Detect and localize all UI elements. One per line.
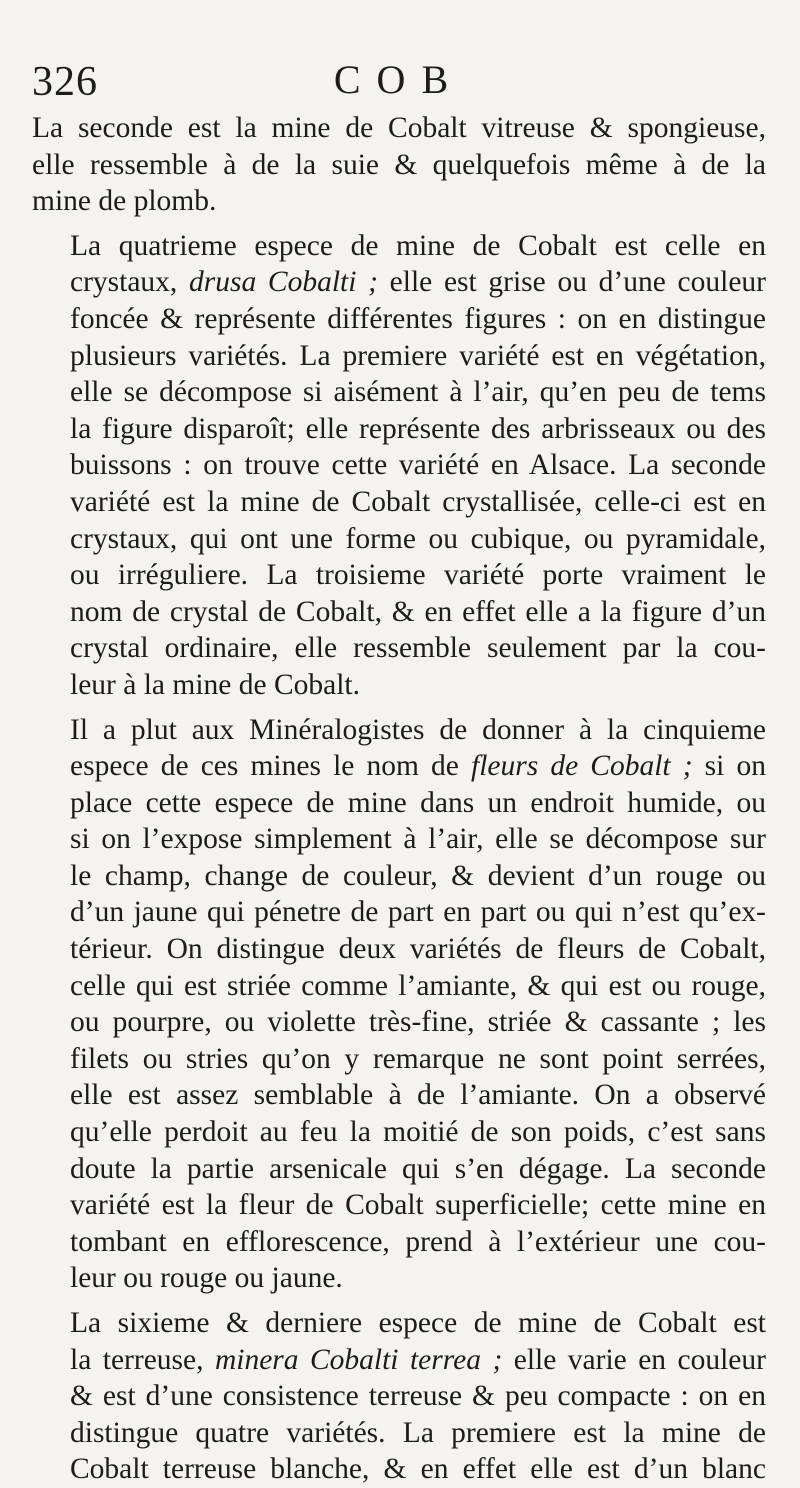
text-line: [32, 1151, 766, 1188]
text-line: [32, 228, 766, 265]
text-segment: elle ressemble à de la suie & quelquefois même à de la: [32, 148, 766, 181]
text-line: [32, 1187, 766, 1224]
text-segment: le champ, change de couleur, & devient d’un rouge ou: [70, 859, 766, 892]
page-number: 326: [32, 59, 98, 105]
body-text: [32, 110, 766, 1488]
text-segment: si on l’expose simplement à l’air, elle se décompose sur: [70, 823, 766, 856]
text-segment: crystaux, qui ont une forme ou cubique, ou pyramidale,: [70, 522, 766, 555]
text-line: [32, 521, 766, 558]
text-segment: Cobalt terreuse blanche, & en effet elle est d’un blanc: [70, 1453, 766, 1486]
text-segment: & est d’une consistence terreuse & peu compacte : on en: [70, 1380, 766, 1413]
text-segment: nom de crystal de Cobalt, & en effet elle a la figure d’un: [70, 595, 766, 628]
text-segment: place cette espece de mine dans un endroit humide, ou: [70, 786, 766, 819]
text-line: [32, 147, 766, 184]
text-segment: d’un jaune qui pénetre de part en part ou qui n’est qu’ex-: [70, 896, 766, 929]
text-segment: la figure disparoît; elle représente des arbrisseaux ou des: [70, 412, 766, 445]
text-line: [32, 858, 766, 895]
text-segment: qu’elle perdoit au feu la moitié de son poids, c’est sans: [70, 1116, 766, 1149]
italic-phrase: minera Cobalti terrea ;: [214, 1343, 503, 1376]
text-line: [32, 1415, 766, 1452]
text-segment: leur à la mine de Cobalt.: [70, 668, 360, 701]
paragraph: [32, 228, 766, 704]
text-line: [32, 968, 766, 1005]
text-line: [32, 1305, 766, 1342]
text-segment: elle est grise ou d’une couleur: [377, 266, 766, 299]
text-segment: variété est la mine de Cobalt crystallisée, celle-ci est en: [70, 485, 766, 518]
page-header: [32, 52, 766, 110]
text-line: [32, 1342, 766, 1379]
italic-phrase: drusa Cobalti ;: [189, 266, 378, 299]
text-line: [32, 411, 766, 448]
paragraph: [32, 712, 766, 1298]
text-segment: buissons : on trouve cette variété en Alsace. La seconde: [70, 449, 766, 482]
text-segment: La quatrieme espece de mine de Cobalt est celle en: [70, 229, 766, 262]
text-line: [32, 821, 766, 858]
text-line: [32, 1114, 766, 1151]
text-segment: crystal ordinaire, elle ressemble seulement par la cou-: [70, 632, 766, 665]
text-segment: espece de ces mines le nom de: [70, 750, 472, 783]
text-line: [32, 712, 766, 749]
text-segment: leur ou rouge ou jaune.: [70, 1262, 343, 1295]
text-segment: doute la partie arsenicale qui s’en dégage. La seconde: [70, 1152, 766, 1185]
text-segment: variété est la fleur de Cobalt superficielle; cette mine en: [70, 1189, 766, 1222]
text-segment: crystaux,: [70, 266, 190, 299]
text-line: [32, 110, 766, 147]
text-segment: plusieurs variétés. La premiere variété est en végétation,: [70, 339, 766, 372]
text-line: [32, 630, 766, 667]
text-segment: la terreuse,: [70, 1343, 215, 1376]
text-line: [32, 1451, 766, 1488]
text-line: [32, 374, 766, 411]
text-segment: si on: [692, 750, 766, 783]
text-line: [32, 338, 766, 375]
text-segment: tombant en efflorescence, prend à l’extérieur une cou-: [70, 1225, 766, 1258]
running-head: COB: [333, 57, 465, 102]
text-line: [32, 301, 766, 338]
text-segment: La sixieme & derniere espece de mine de Cobalt est: [70, 1307, 766, 1339]
text-line: [32, 594, 766, 631]
text-line: [32, 183, 766, 220]
text-segment: filets ou stries qu’on y remarque ne sont point serrées,: [70, 1042, 766, 1075]
text-line: [32, 264, 766, 301]
text-segment: La seconde est la mine de Cobalt vitreuse & spongieuse,: [32, 112, 766, 144]
text-line: [32, 667, 766, 704]
text-segment: térieur. On distingue deux variétés de fleurs de Cobalt,: [70, 933, 766, 966]
paragraph: [32, 1305, 766, 1488]
text-segment: Il a plut aux Minéralogistes de donner à la cinquieme: [70, 713, 766, 746]
text-line: [32, 1077, 766, 1114]
text-line: [32, 484, 766, 521]
text-line: [32, 894, 766, 931]
text-segment: celle qui est striée comme l’amiante, & qui est ou rouge,: [70, 969, 766, 1002]
text-line: [32, 1004, 766, 1041]
text-line: [32, 1378, 766, 1415]
text-line: [32, 748, 766, 785]
text-segment: elle se décompose si aisément à l’air, qu’en peu de tems: [70, 376, 766, 409]
text-line: [32, 931, 766, 968]
text-segment: foncée & représente différentes figures : on en distingue: [70, 302, 766, 335]
text-segment: elle est assez semblable à de l’amiante. On a observé: [70, 1079, 766, 1112]
text-segment: distingue quatre variétés. La premiere est la mine de: [70, 1416, 766, 1449]
italic-phrase: fleurs de Cobalt ;: [471, 750, 693, 783]
text-line: [32, 1260, 766, 1297]
text-segment: ou irréguliere. La troisieme variété porte vraiment le: [70, 559, 766, 592]
text-line: [32, 785, 766, 822]
text-segment: elle varie en couleur: [502, 1343, 766, 1376]
text-line: [32, 1224, 766, 1261]
text-line: [32, 447, 766, 484]
text-segment: mine de plomb.: [32, 185, 217, 218]
text-line: [32, 1041, 766, 1078]
text-segment: ou pourpre, ou violette très-fine, striée & cassante ; les: [70, 1006, 766, 1039]
paragraph: [32, 110, 766, 220]
text-line: [32, 557, 766, 594]
